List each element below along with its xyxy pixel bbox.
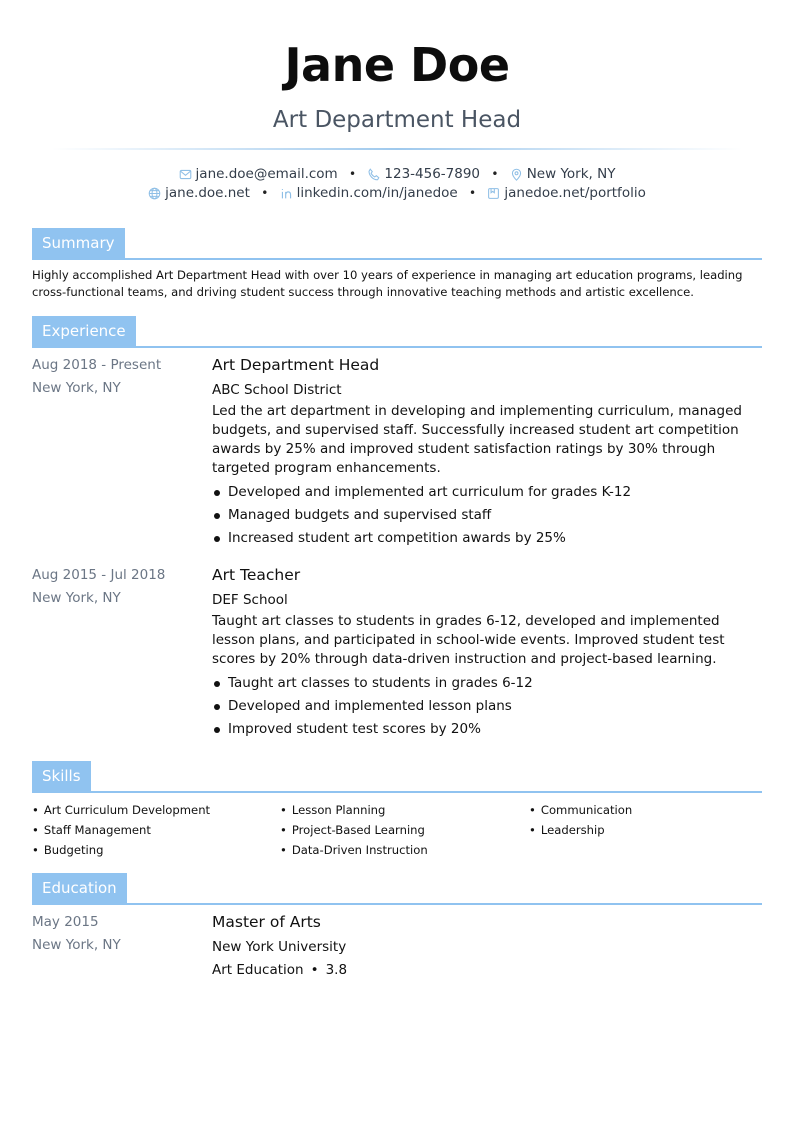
contact-email[interactable] [179, 166, 338, 182]
skill-item: • Lesson Planning [280, 800, 428, 820]
candidate-name: Jane Doe [284, 38, 510, 92]
section-rule [32, 791, 762, 793]
section-summary-header [32, 228, 762, 260]
bullet-item: Increased student art competition awards by 25% [212, 527, 764, 550]
education-field: Art Education [212, 962, 304, 978]
entry-organization: ABC School District [212, 382, 342, 398]
education-school: New York University [212, 939, 347, 955]
summary-text: Highly accomplished Art Department Head with over 10 years of experience in managing art education programs, leading cross-functional teams, and driving student success through innovative teaching methods and artistic excellence. [32, 268, 743, 299]
location-text: New York, NY [526, 166, 616, 182]
entry-dates: Aug 2018 - Present [32, 357, 162, 373]
phone-icon [367, 168, 380, 181]
portfolio-icon [487, 187, 500, 200]
email-icon [179, 168, 192, 181]
skill-item: • Communication [529, 800, 632, 820]
education-gpa: 3.8 [325, 962, 348, 978]
skill-item: • Leadership [529, 820, 632, 840]
education-date: May 2015 [32, 914, 99, 930]
skill-item: • Art Curriculum Development [32, 800, 210, 820]
section-skills-header [32, 761, 762, 793]
education-details [212, 959, 764, 982]
bullet-item: Developed and implemented lesson plans [212, 695, 764, 718]
entry-role: Art Teacher [212, 566, 301, 584]
contact-row-1 [0, 166, 794, 182]
section-rule [32, 258, 762, 260]
location-pin-icon [510, 168, 523, 181]
skill-item: • Data-Driven Instruction [280, 840, 428, 860]
entry-bullets [212, 672, 764, 741]
skills-column [529, 800, 632, 840]
skills-column [280, 800, 428, 860]
linkedin-icon [280, 187, 293, 200]
skill-item: • Project-Based Learning [280, 820, 428, 840]
section-rule [32, 903, 762, 905]
entry-description: Taught art classes to students in grades 6-12, developed and implemented lesson plans, and participated in school-wide events. Improved student test scores by 20% through data-driven instruction and project-based learning. [212, 613, 725, 667]
candidate-title: Art Department Head [272, 107, 522, 133]
section-title: Experience [32, 316, 136, 347]
contact-phone[interactable] [367, 166, 480, 182]
bullet-item: Managed budgets and supervised staff [212, 504, 764, 527]
email-text: jane.doe@email.com [195, 166, 338, 182]
contact-linkedin[interactable] [280, 185, 458, 201]
separator-dot: • [349, 167, 357, 181]
education-degree: Master of Arts [212, 913, 321, 931]
bullet-item: Taught art classes to students in grades 6-12 [212, 672, 764, 695]
section-title: Summary [32, 228, 125, 259]
separator-dot: • [491, 167, 499, 181]
section-title: Skills [32, 761, 91, 792]
website-text: jane.doe.net [165, 185, 250, 201]
education-location: New York, NY [32, 937, 121, 953]
section-experience-header [32, 316, 762, 348]
contact-row-2 [0, 185, 794, 201]
entry-location: New York, NY [32, 380, 121, 396]
portfolio-text: janedoe.net/portfolio [504, 185, 646, 201]
contact-website[interactable] [148, 185, 250, 201]
globe-icon [148, 187, 161, 200]
skill-item: • Staff Management [32, 820, 210, 840]
section-title: Education [32, 873, 127, 904]
header-divider [52, 148, 742, 150]
contact-portfolio[interactable] [487, 185, 645, 201]
separator-dot: • [469, 186, 477, 200]
entry-organization: DEF School [212, 592, 288, 608]
separator-dot: • [310, 962, 319, 978]
section-rule [32, 346, 762, 348]
linkedin-text: linkedin.com/in/janedoe [296, 185, 458, 201]
entry-bullets [212, 481, 764, 550]
separator-dot: • [261, 186, 269, 200]
entry-location: New York, NY [32, 590, 121, 606]
section-education-header [32, 873, 762, 905]
skill-item: • Budgeting [32, 840, 210, 860]
skills-column [32, 800, 210, 860]
phone-text: 123-456-7890 [384, 166, 481, 182]
entry-dates: Aug 2015 - Jul 2018 [32, 567, 166, 583]
entry-role: Art Department Head [212, 356, 380, 374]
bullet-item: Improved student test scores by 20% [212, 718, 764, 741]
entry-description: Led the art department in developing and implementing curriculum, managed budgets, and supervised staff. Successfully increased student art competition awards by 25% and improved student satisfaction ratings by 30% through targeted program enhancements. [212, 403, 742, 476]
bullet-item: Developed and implemented art curriculum for grades K-12 [212, 481, 764, 504]
contact-location [510, 166, 616, 182]
